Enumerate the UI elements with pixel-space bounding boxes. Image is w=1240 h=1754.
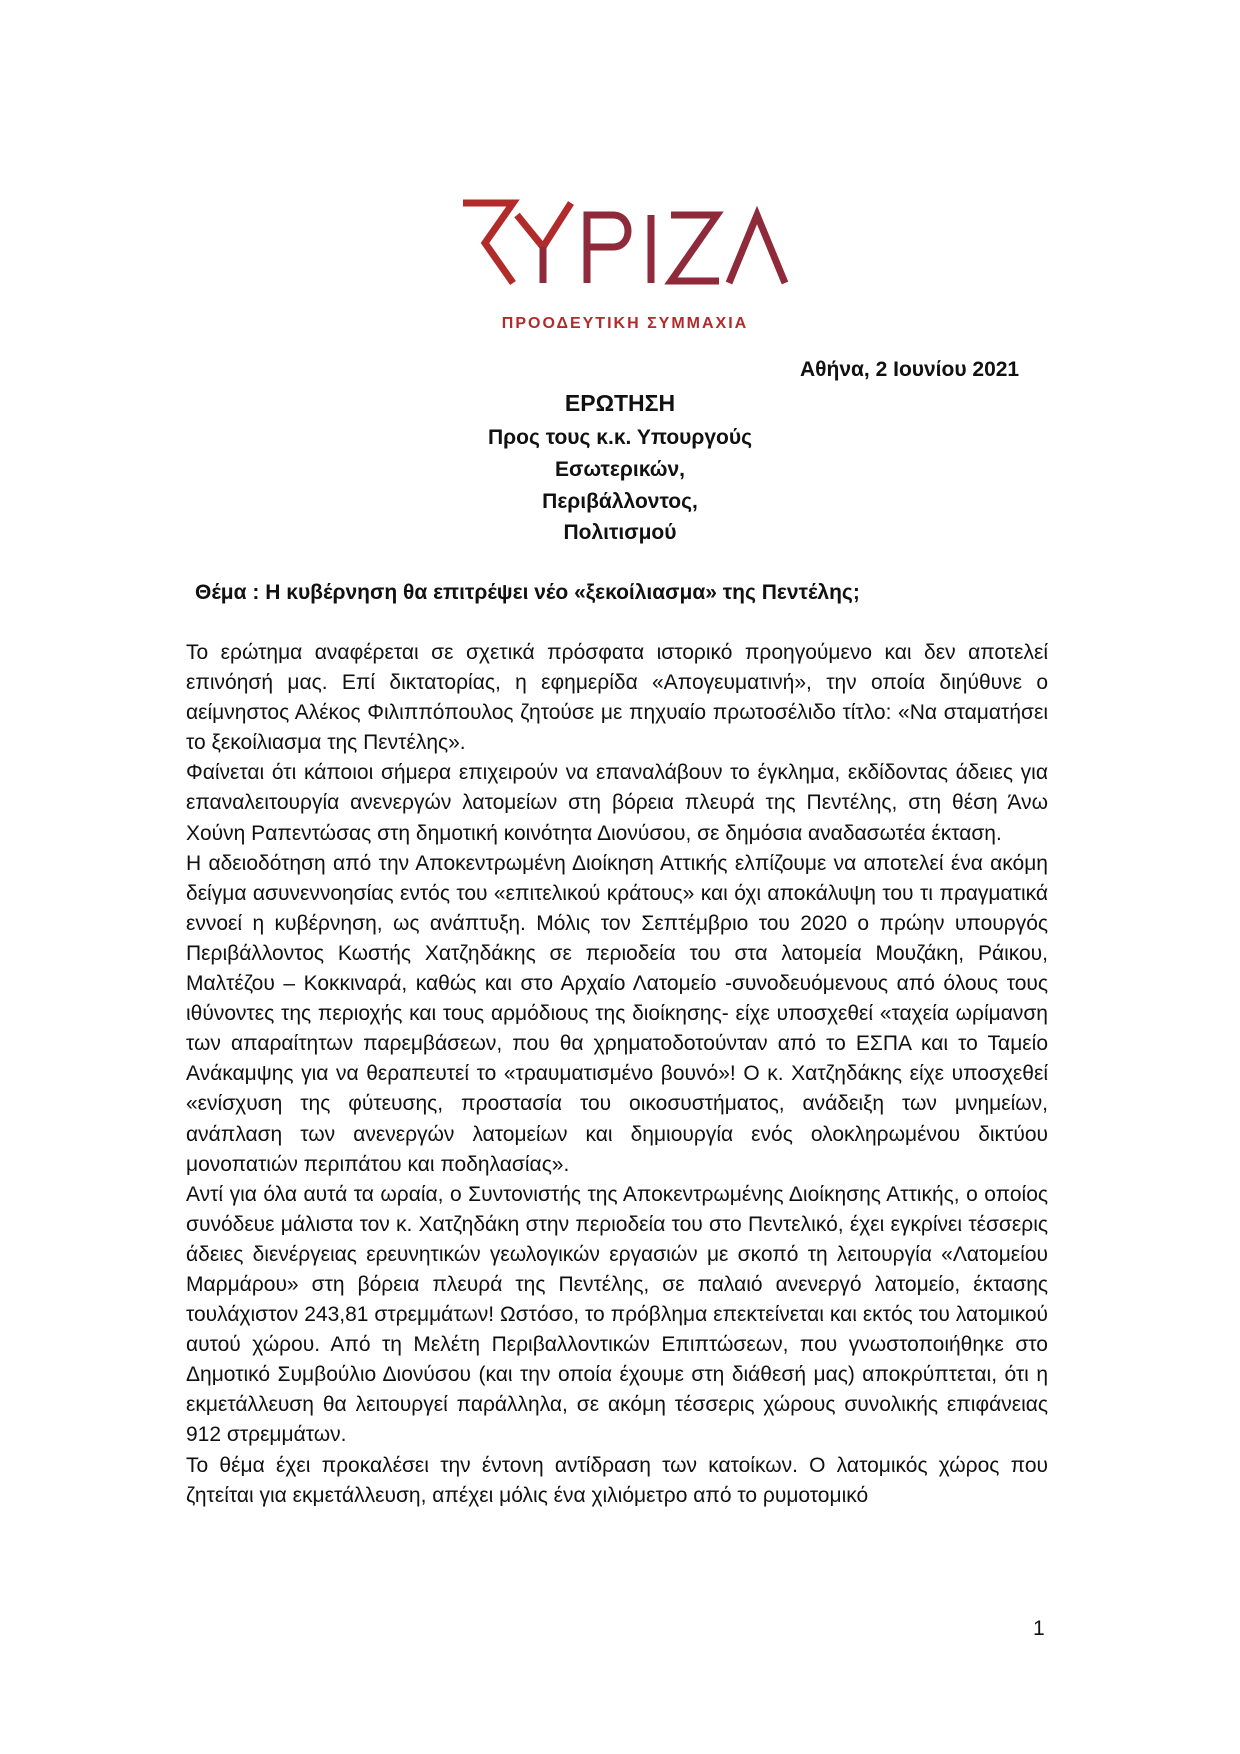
page-number: 1 xyxy=(1033,1617,1045,1640)
paragraph: Το ερώτημα αναφέρεται σε σχετικά πρόσφατα ιστορικό προηγούμενο και δεν αποτελεί επινόησή μας. Επί δικτατορίας, η εφημερίδα «Απογευματινή», την οποία διηύθυνε ο αείμνηστος Αλέκος Φιλιππόπουλος ζητούσε με πηχυαίο πρωτοσέλιδο τίτλο: «Να σταματήσει το ξεκοίλιασμα της Πεντέλης». xyxy=(186,641,1048,755)
document-date: Αθήνα, 2 Ιουνίου 2021 xyxy=(800,358,1020,381)
paragraph: Φαίνεται ότι κάποιοι σήμερα επιχειρούν να επαναλάβουν το έγκλημα, εκδίδοντας άδειες για επαναλειτουργία ανενεργών λατομείων στη βόρεια πλευρά της Πεντέλης, στη θέση Άνω Χούνη Ραπεντώσας στη δημοτική κοινότητα Διονύσου, σε δημόσια αναδασωτέα έκταση. xyxy=(186,761,1048,845)
document-title: ΕΡΩΤΗΣΗ xyxy=(564,390,676,416)
ministry-environment: Περιβάλλοντος, xyxy=(542,490,698,513)
document-body xyxy=(186,638,1048,1511)
party-logo xyxy=(455,185,795,335)
paragraph: Αντί για όλα αυτά τα ωραία, ο Συντονιστής της Αποκεντρωμένης Διοίκησης Αττικής, ο οποίος συνόδευε μάλιστα τον κ. Χατζηδάκη στην περιοδεία του στο Πεντελικό, έχει εγκρίνει τέσσερις άδειες διενέργειας ερευνητικών γεωλογικών εργασιών με σκοπό τη λειτουργία «Λατομείου Μαρμάρου» στη βόρεια πλευρά της Πεντέλης, σε παλαιό ανενεργό λατομείο, έκτασης τουλάχιστον 243,81 στρεμμάτων! Ωστόσο, το πρόβλημα επεκτείνεται και εκτός του λατομικού αυτού χώρου. Από τη Μελέτη Περιβαλλοντικών Επιπτώσεων, που γνωστοποιήθηκε στο Δημοτικό Συμβούλιο Διονύσου (και την οποία έχουμε στη διάθεσή μας) αποκρύπτεται, ότι η εκμετάλλευση θα λειτουργεί παράλληλα, σε ακόμη τέσσερις χώρους συνολικής επιφάνειας 912 στρεμμάτων. xyxy=(186,1182,1048,1447)
paragraph: Η αδειοδότηση από την Αποκεντρωμένη Διοίκηση Αττικής ελπίζουμε να αποτελεί ένα ακόμη δείγμα ασυνεννοησίας εντός του «επιτελικού κράτους» και όχι αποκάλυψη του τι πραγματικά εννοεί η κυβέρνηση, ως ανάπτυξη. Μόλις τον Σεπτέμβριο του 2020 ο πρώην υπουργός Περιβάλλοντος Κωστής Χατζηδάκης σε περιοδεία του στα λατομεία Μουζάκη, Ράικου, Μαλτέζου – Κοκκιναρά, καθώς και στο Αρχαίο Λατομείο -συνοδευόμενους από όλους τους ιθύνοντες της περιοχής και τους αρμόδιους της διοίκησης- είχε υποσχεθεί «ταχεία ωρίμανση των απαραίτητων παρεμβάσεων, που θα χρηματοδοτούνταν από το ΕΣΠΑ και το Ταμείο Ανάκαμψης για να θεραπευτεί το «τραυματισμένο βουνό»! Ο κ. Χατζηδάκης είχε υποσχεθεί «ενίσχυση της φύτευσης, προστασία του οικοσυστήματος, ανάδειξη των μνημείων, ανάπλαση των ανενεργών λατομείων και δημιουργία ενός ολοκληρωμένου δικτύου μονοπατιών περιπάτου και ποδηλασίας». xyxy=(186,851,1048,1176)
addressee-line: Προς τους κ.κ. Υπουργούς xyxy=(487,426,753,449)
paragraph: Το θέμα έχει προκαλέσει την έντονη αντίδραση των κατοίκων. Ο λατομικός χώρος που ζητείται για εκμετάλλευση, απέχει μόλις ένα χιλιόμετρο από το ρυμοτομικό xyxy=(186,1453,1048,1507)
ministry-interior: Εσωτερικών, xyxy=(555,458,685,481)
subject-line: Θέμα : Η κυβέρνηση θα επιτρέψει νέο «ξεκοίλιασμα» της Πεντέλης; xyxy=(195,581,860,604)
ministry-culture: Πολιτισμού xyxy=(563,521,677,544)
logo-subtitle: ΠΡΟΟΔΕΥΤΙΚΗ ΣΥΜΜΑΧΙΑ xyxy=(501,315,749,332)
syriza-logo-mark xyxy=(455,185,795,295)
